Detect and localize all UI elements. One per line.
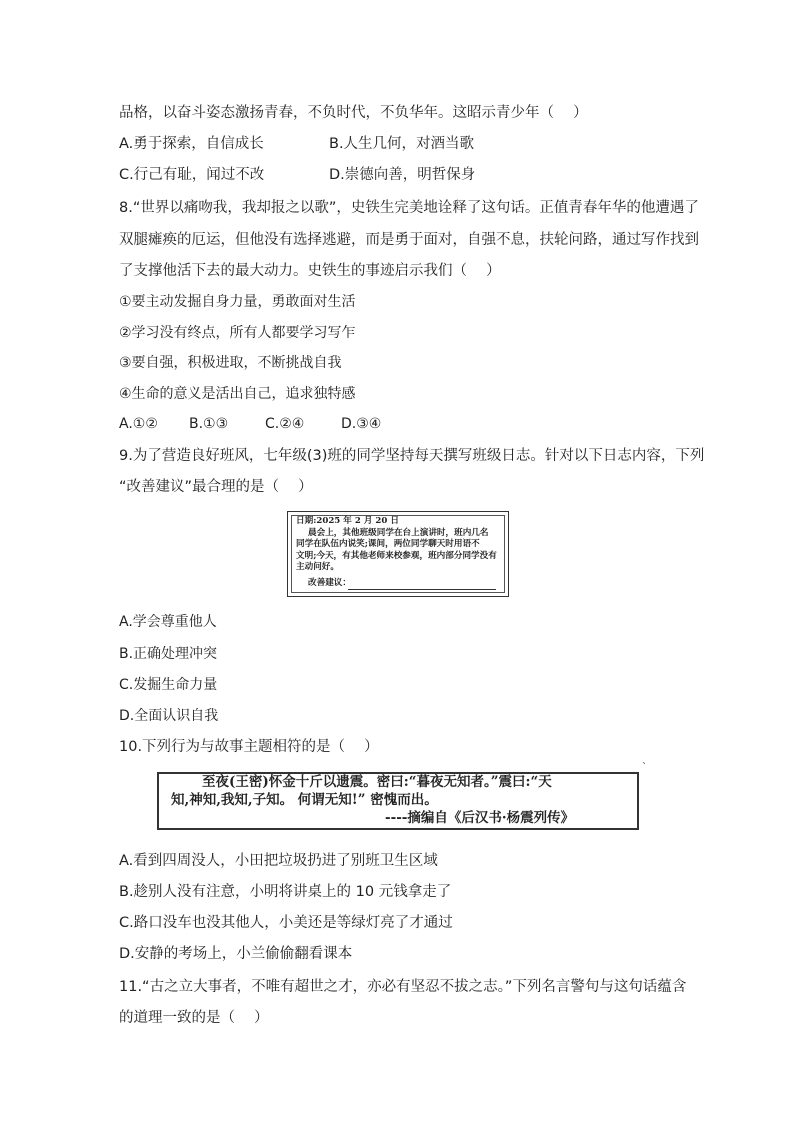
q10-option-b: B.趁别人没有注意，小明将讲桌上的 10 元钱拿走了 [119,884,452,900]
class-log-line-4: 主动问好。 [296,562,339,572]
q9-stem-line-1: 9.为了营造良好班风，七年级(3)班的同学坚持每天撰写班级日志。针对以下日志内容，下列 [119,448,705,464]
story-quote-box [157,772,639,830]
q10-option-a: A.看到四周没人，小田把垃圾扔进了别班卫生区域 [119,853,438,869]
q10-option-d: D.安静的考场上，小兰偷偷翻看课本 [119,946,353,962]
class-log-suggestion-label: 改善建议： [308,578,351,588]
suggestion-blank-line [348,589,496,590]
q8-stem-line-3: 了支撑他活下去的最大动力。史铁生的事迹启示我们（ ） [119,263,501,279]
q9-option-d: D.全面认识自我 [119,708,219,724]
q8-choice-a: A.①② [119,416,158,432]
story-quote-line-1: 至夜(王密)怀金十斤以遗震。密曰:“暮夜无知者。”震曰:“天 [202,774,552,790]
q10-option-c: C.路口没车也没其他人，小美还是等绿灯亮了才通过 [119,915,453,931]
q8-item-4: ④生命的意义是活出自己，追求独特感 [119,386,356,402]
q11-stem-line-1: 11.“古之立大事者，不唯有超世之才，亦必有坚忍不拔之志。”下列名言警句与这句话蕴含 [119,979,687,995]
class-log-line-1: 晨会上，其他班级同学在台上演讲时，班内几名 [308,527,489,538]
q7-stem-tail: 品格，以奋斗姿态激扬青春，不负时代，不负华年。这昭示青少年（ ） [119,105,588,121]
q7-option-b: B.人生几何，对酒当歌 [329,136,475,152]
q8-stem-line-1: 8.“世界以痛吻我，我却报之以歌”，史铁生完美地诠释了这句话。正值青春年华的他遭遇了 [119,200,699,216]
story-quote-line-2: 知,神知,我知,子知。 何谓无知!” 密愧而出。 [171,792,438,808]
q7-option-a: A.勇于探索，自信成长 [119,136,264,152]
scan-mark-icon: ˋ [642,762,647,773]
q9-option-b: B.正确处理冲突 [119,646,218,662]
q10-stem: 10.下列行为与故事主题相符的是（ ） [119,739,379,755]
q8-item-2: ②学习没有终点，所有人都要学习写乍 [119,325,356,341]
class-log-line-3: 文明;今天，有其他老师来校参观，班内部分同学没有 [296,550,497,561]
q7-option-d: D.崇德向善，明哲保身 [329,167,476,183]
q9-option-c: C.发掘生命力量 [119,677,218,693]
q11-stem-line-2: 的道理一致的是（ ） [119,1010,269,1026]
class-log-image [287,511,509,597]
q8-choice-b: B.①③ [189,416,229,432]
q8-stem-line-2: 双腿瘫痪的厄运，但他没有选择逃避，而是勇于面对，自强不息，扶轮问路，通过写作找到 [119,232,699,248]
q8-choice-c: C.②④ [265,416,305,432]
q8-item-3: ③要自强，积极进取，不断挑战自我 [119,355,342,371]
q9-option-a: A.学会尊重他人 [119,614,217,630]
q8-item-1: ①要主动发掘自身力量，勇敢面对生活 [119,294,356,310]
class-log-line-2: 同学在队伍内说笑;课间，两位同学聊天时用语不 [296,539,480,549]
class-log-date: 日期:2025 年 2 月 20 日 [296,516,399,526]
q9-stem-line-2: “改善建议”最合理的是（ ） [119,479,313,495]
q7-option-c: C.行己有耻，闻过不改 [119,167,265,183]
q8-choice-d: D.③④ [341,416,382,432]
story-quote-source: ----摘编自《后汉书·杨震列传》 [385,810,575,826]
